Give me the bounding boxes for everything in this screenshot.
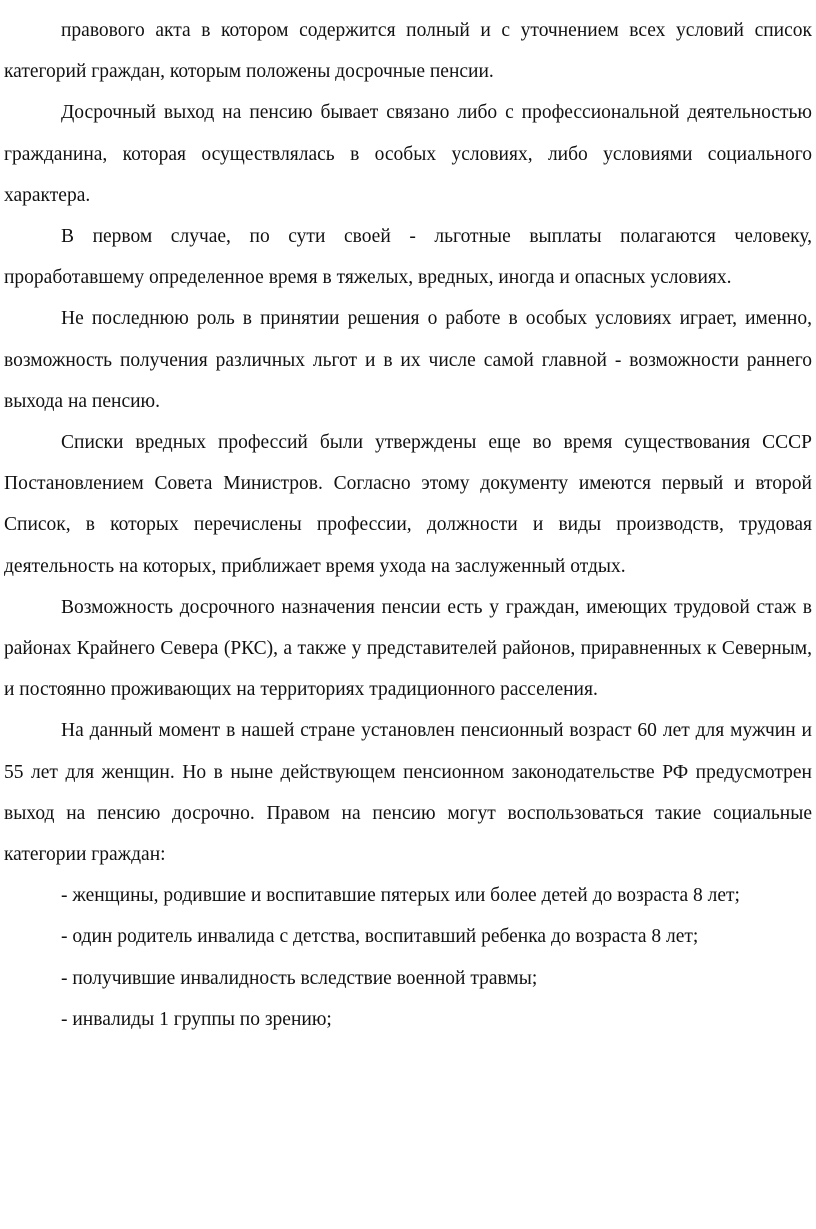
list-item-visually-disabled: - инвалиды 1 группы по зрению; bbox=[61, 1008, 332, 1030]
paragraph-hazardous-lists: Списки вредных профессий были утверждены еще во время существования СССР Постановлением Совета Министров. Согласно этому документу имеются первый и второй Список, в которых перечислены профессии, должности и виды производств, трудовая деятельность на которых, приближает время ухода на заслуженный отдых. bbox=[4, 432, 812, 577]
paragraph-continuation: правового акта в котором содержится полный и с уточнением всех условий список категорий граждан, которым положены досрочные пенсии. bbox=[4, 20, 812, 83]
paragraph-special-conditions-role: Не последнюю роль в принятии решения о работе в особых условиях играет, именно, возможность получения различных льгот и в их числе самой главной - возможности раннего выхода на пенсию. bbox=[4, 308, 812, 412]
paragraph-far-north: Возможность досрочного назначения пенсии есть у граждан, имеющих трудовой стаж в районах Крайнего Севера (РКС), а также у представителей районов, приравненных к Северным, и постоянно проживающих на территориях традиционного расселения. bbox=[4, 596, 812, 701]
list-item-parent-of-disabled: - один родитель инвалида с детства, воспитавший ребенка до возраста 8 лет; bbox=[61, 926, 699, 948]
paragraph-early-retirement-reasons: Досрочный выход на пенсию бывает связано либо с профессиональной деятельностью гражданина, которая осуществлялась в особых условиях, либо условиями социального характера. bbox=[4, 102, 812, 206]
document-body bbox=[4, 10, 812, 1040]
list-item-mothers: - женщины, родившие и воспитавшие пятерых или более детей до возраста 8 лет; bbox=[61, 885, 740, 907]
paragraph-first-case: В первом случае, по сути своей - льготные выплаты полагаются человеку, проработавшему определенное время в тяжелых, вредных, иногда и опасных условиях. bbox=[4, 226, 812, 289]
paragraph-retirement-age: На данный момент в нашей стране установлен пенсионный возраст 60 лет для мужчин и 55 лет для женщин. Но в ныне действующем пенсионном законодательстве РФ предусмотрен выход на пенсию досрочно. Правом на пенсию могут воспользоваться такие социальные категории граждан: bbox=[4, 720, 812, 866]
list-item-military-trauma: - получившие инвалидность вследствие военной травмы; bbox=[61, 967, 538, 989]
